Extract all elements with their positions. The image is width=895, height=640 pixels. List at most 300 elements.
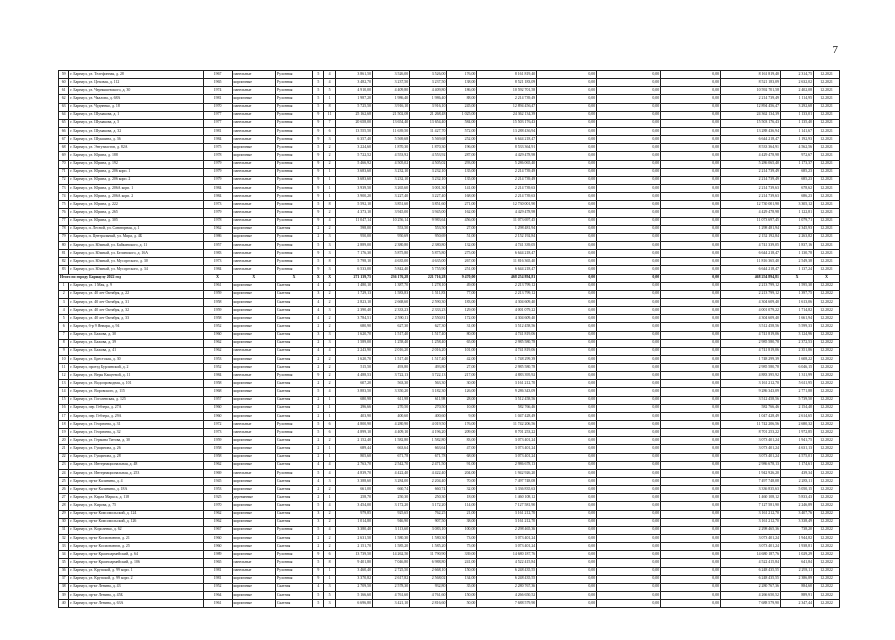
table-cell: 0,00: [597, 526, 661, 534]
table-cell: 0,00: [661, 355, 721, 363]
table-cell: Скатная: [275, 543, 312, 551]
table-cell: 12.2021: [814, 266, 840, 274]
table-cell: 2 725,50: [373, 567, 410, 575]
table-cell: 3 073 401,24: [477, 445, 537, 453]
table-cell: 80,00: [447, 331, 477, 339]
table-cell: 1 661,94: [781, 315, 814, 323]
table-row: [59, 176, 840, 184]
table-cell: 0,00: [597, 282, 661, 290]
table-cell: 0,00: [597, 103, 661, 111]
table-cell: 0,00: [597, 461, 661, 469]
table-cell: 0,00: [661, 274, 721, 282]
table-cell: 0,00: [537, 103, 597, 111]
table-cell: г. Барнаул, пр-кт Космонавтов, д. 21: [69, 535, 203, 543]
table-cell: 884,60: [781, 583, 814, 591]
table-cell: Рулонная: [275, 103, 312, 111]
table-cell: 12.2021: [814, 144, 840, 152]
table-cell: 4 304 609,40: [477, 298, 537, 306]
table-cell: 1960: [203, 331, 232, 339]
table-cell: 0,00: [537, 600, 597, 608]
table-cell: 5 286 065,40: [721, 160, 781, 168]
table-cell: 950,69: [373, 233, 410, 241]
table-cell: 2: [324, 510, 335, 518]
table-row: [59, 209, 840, 217]
table-cell: 129,00: [447, 307, 477, 315]
table-cell: 468 254 894,81: [721, 274, 781, 282]
table-cell: 3 073 401,24: [477, 535, 537, 543]
table-cell: Рулонная: [275, 184, 312, 192]
table-cell: 2: [313, 339, 324, 347]
table-cell: г. Барнаул, ул. Георгиева, д. 31: [69, 421, 203, 429]
table-cell: 0,00: [537, 388, 597, 396]
table-cell: 468 254 894,81: [477, 274, 537, 282]
total-row: [59, 274, 840, 282]
table-cell: 5: [324, 592, 335, 600]
table-cell: 1: [324, 575, 335, 583]
table-cell: 2 542,70: [373, 461, 410, 469]
table-cell: г. Барнаул, п. Лесной, ул. Санаторная, д. 1: [69, 225, 203, 233]
table-cell: 738,20: [781, 526, 814, 534]
table-cell: 598,00: [335, 225, 372, 233]
table-cell: 1961: [203, 282, 232, 290]
table-cell: 2 631,50: [335, 535, 372, 543]
table-cell: кирпичные: [232, 412, 275, 420]
table-cell: 3 161 212,70: [721, 518, 781, 526]
table-cell: 71: [59, 168, 69, 176]
table-cell: 8 701 253,22: [721, 429, 781, 437]
table-cell: 12 730 001,90: [477, 201, 537, 209]
table-cell: 176,00: [447, 71, 477, 79]
table-cell: 63: [59, 103, 69, 111]
table-cell: 293,00: [447, 160, 477, 168]
table-cell: 4 761,60: [373, 592, 410, 600]
table-cell: 515,50: [335, 364, 372, 372]
table-cell: 81: [59, 250, 69, 258]
table-cell: 1 298 481,94: [721, 225, 781, 233]
table-cell: 28,00: [447, 396, 477, 404]
table-cell: 1978: [203, 152, 232, 160]
table-cell: г. Барнаул, ул. Чернышевского, д. 30: [69, 87, 203, 95]
table-cell: 12.2021: [814, 152, 840, 160]
table-cell: 2 280 767,36: [721, 583, 781, 591]
table-row: [59, 152, 840, 160]
table-cell: 11 742 206,56: [721, 421, 781, 429]
table-cell: Рулонная: [275, 559, 312, 567]
table-cell: 3 421,10: [373, 600, 410, 608]
table-cell: 3 224,60: [335, 144, 372, 152]
table-cell: Рулонная: [275, 258, 312, 266]
table-cell: г. Барнаул, ул. Водопроводная, д. 101: [69, 380, 203, 388]
table-cell: 3 124,96: [781, 331, 814, 339]
table-cell: 2 214 739,63: [721, 193, 781, 201]
table-cell: 20 658,00: [335, 119, 372, 127]
table-cell: 51,00: [447, 233, 477, 241]
table-cell: 39: [59, 592, 69, 600]
table-cell: 135,00: [447, 168, 477, 176]
table-cell: 2: [324, 535, 335, 543]
table-cell: 4: [324, 347, 335, 355]
table-cell: 0,00: [661, 526, 721, 534]
table-cell: панельные: [232, 372, 275, 380]
table-cell: X: [313, 274, 324, 282]
table-cell: 3: [324, 307, 335, 315]
table-cell: 4: [313, 298, 324, 306]
table-cell: Скатная: [275, 412, 312, 420]
table-cell: 12.2021: [814, 160, 840, 168]
table-cell: 0,00: [597, 241, 661, 249]
table-cell: 1970: [203, 103, 232, 111]
table-cell: 0,00: [661, 404, 721, 412]
table-cell: Скатная: [275, 404, 312, 412]
table-cell: 3 784,51: [335, 315, 372, 323]
table-cell: 68,00: [447, 453, 477, 461]
table-cell: 0,00: [537, 535, 597, 543]
table-cell: Скатная: [275, 453, 312, 461]
table-cell: 12.2021: [814, 217, 840, 225]
table-cell: 1978: [203, 217, 232, 225]
table-cell: 1972: [203, 421, 232, 429]
table-cell: 0,00: [597, 323, 661, 331]
table-cell: Скатная: [275, 323, 312, 331]
table-cell: Скатная: [275, 331, 312, 339]
table-cell: 0,00: [661, 201, 721, 209]
table-cell: 12.2022: [814, 372, 840, 380]
table-cell: г. Барнаул, р.п. Южный, ул. Мусоргского, д. 34: [69, 266, 203, 274]
table-cell: 572,00: [447, 127, 477, 135]
table-cell: 1: [324, 193, 335, 201]
table-cell: 37: [59, 575, 69, 583]
table-cell: 11 742 206,56: [477, 421, 537, 429]
table-body: [59, 71, 840, 608]
table-cell: г. Барнаул, ул. Веры Кащеевой, д. 11: [69, 372, 203, 380]
table-cell: 0,00: [661, 510, 721, 518]
table-cell: 339,00: [447, 551, 477, 559]
table-cell: 126,00: [447, 388, 477, 396]
table-cell: кирпичные: [232, 535, 275, 543]
table-cell: панельные: [232, 176, 275, 184]
table-cell: 12.2022: [814, 421, 840, 429]
table-cell: 0,00: [537, 315, 597, 323]
table-cell: 9 401,80: [335, 559, 372, 567]
table-cell: кирпичные: [232, 144, 275, 152]
table-cell: 2 204,40: [410, 478, 447, 486]
table-cell: 11 073 697,45: [477, 217, 537, 225]
table-cell: 17: [59, 412, 69, 420]
table-cell: кирпичные: [232, 461, 275, 469]
table-cell: 2 380,80: [373, 241, 410, 249]
table-cell: 3 861,50: [335, 71, 372, 79]
table-cell: г. Барнаул, ул. Брестская, д. 30: [69, 355, 203, 363]
table-cell: 3 161 212,70: [721, 510, 781, 518]
table-cell: 3 284,00: [373, 478, 410, 486]
table-cell: 60: [59, 79, 69, 87]
table-cell: 2: [324, 486, 335, 494]
table-cell: 4 429 478,98: [721, 209, 781, 217]
table-cell: 4 883 395,92: [477, 372, 537, 380]
table-cell: 9: [313, 567, 324, 575]
table-cell: 6: [324, 551, 335, 559]
table-cell: 5: [313, 201, 324, 209]
table-cell: 287,00: [447, 152, 477, 160]
table-cell: 9: [313, 193, 324, 201]
table-cell: деревянные: [232, 494, 275, 502]
table-cell: 12 894 456,47: [477, 103, 537, 111]
table-cell: 12.2022: [814, 445, 840, 453]
table-cell: 0,00: [661, 323, 721, 331]
table-cell: 2: [313, 233, 324, 241]
table-cell: 2 985 580,78: [721, 339, 781, 347]
table-cell: кирпичные: [232, 388, 275, 396]
table-cell: 5 592,10: [335, 201, 372, 209]
table-cell: 3 161 212,70: [477, 510, 537, 518]
table-cell: 2 590,30: [410, 298, 447, 306]
table-cell: 24: [59, 469, 69, 477]
table-cell: 0,00: [537, 478, 597, 486]
table-cell: кирпичные: [232, 486, 275, 494]
table-cell: 0,00: [597, 307, 661, 315]
table-cell: кирпичные: [232, 551, 275, 559]
table-cell: 0,00: [537, 396, 597, 404]
table-cell: г. Барнаул, ул. Юрина, д. 192: [69, 160, 203, 168]
table-cell: 1 460 108,12: [477, 494, 537, 502]
table-cell: 250,30: [373, 494, 410, 502]
table-row: [59, 412, 840, 420]
table-cell: 2 816,60: [410, 600, 447, 608]
table-cell: 2 214 739,49: [477, 95, 537, 103]
table-cell: 0,00: [597, 396, 661, 404]
table-cell: 138,00: [447, 79, 477, 87]
table-cell: 5: [313, 592, 324, 600]
table-row: [59, 217, 840, 225]
table-cell: 0,00: [661, 258, 721, 266]
table-cell: кирпичные: [232, 95, 275, 103]
table-cell: Скатная: [275, 502, 312, 510]
table-cell: 4 741 819,06: [721, 331, 781, 339]
table-cell: 12.2022: [814, 502, 840, 510]
table-row: [59, 461, 840, 469]
table-cell: 1 298 481,94: [477, 225, 537, 233]
table-cell: 27: [59, 494, 69, 502]
table-cell: 2 680,32: [781, 421, 814, 429]
table-cell: 1 620,70: [335, 355, 372, 363]
table-cell: 0,00: [661, 95, 721, 103]
table-cell: 0,00: [537, 290, 597, 298]
table-cell: 1 580,30: [410, 535, 447, 543]
table-cell: 19: [59, 429, 69, 437]
table-cell: 21: [59, 445, 69, 453]
table-cell: 270,50: [410, 404, 447, 412]
table-cell: 12.2021: [814, 250, 840, 258]
table-cell: г. Барнаул, ул. Короленко, д. 62: [69, 526, 203, 534]
table-cell: 1989: [203, 551, 232, 559]
table-cell: г. Барнаул, р.п. Южный, ул. Белинского, д. 16А: [69, 250, 203, 258]
table-cell: 4 741 819,06: [477, 347, 537, 355]
table-cell: г. Барнаул, ул. Юрина, д. 206 корп. 2: [69, 176, 203, 184]
table-cell: 12.2021: [814, 225, 840, 233]
table-cell: 251,00: [447, 266, 477, 274]
table-cell: 0,00: [597, 502, 661, 510]
table-cell: 0,00: [597, 412, 661, 420]
table-cell: 3 227,40: [373, 193, 410, 201]
table-cell: 204,00: [447, 469, 477, 477]
table-cell: г. Барнаул, ул. Бажова, д. 30: [69, 331, 203, 339]
table-cell: 0,00: [537, 225, 597, 233]
table-cell: 2: [324, 282, 335, 290]
table-cell: 3: [313, 518, 324, 526]
table-cell: г. Барнаул, ул. Цеховая, д. 112: [69, 79, 203, 87]
table-cell: 9: [313, 575, 324, 583]
table-cell: 0,00: [661, 396, 721, 404]
table-cell: 15: [59, 396, 69, 404]
table-cell: 3: [324, 331, 335, 339]
table-cell: 0,00: [537, 339, 597, 347]
table-cell: 5 286 065,40: [477, 160, 537, 168]
table-cell: г. Барнаул, пр-кт Комсомольский, д. 126: [69, 518, 203, 526]
table-cell: 0,00: [597, 217, 661, 225]
table-row: [59, 364, 840, 372]
table-cell: 2 214 739,49: [721, 95, 781, 103]
table-cell: 1975: [203, 144, 232, 152]
table-cell: 0,00: [597, 494, 661, 502]
table-cell: 12.2022: [814, 355, 840, 363]
table-cell: 12.2022: [814, 469, 840, 477]
table-cell: 0,00: [661, 453, 721, 461]
table-cell: 9: [313, 160, 324, 168]
table-cell: кирпичные: [232, 79, 275, 87]
table-cell: 2 246,89: [781, 502, 814, 510]
table-cell: 0,00: [661, 372, 721, 380]
table-cell: Скатная: [275, 282, 312, 290]
table-cell: Скатная: [275, 347, 312, 355]
table-cell: 5 875,80: [373, 250, 410, 258]
table-cell: 4 280,90: [373, 421, 410, 429]
table-cell: Рулонная: [275, 193, 312, 201]
table-cell: 6 357,40: [335, 136, 372, 144]
table-cell: 0,00: [537, 307, 597, 315]
table-cell: 2: [313, 445, 324, 453]
table-cell: 150,00: [447, 592, 477, 600]
table-cell: г. Барнаул, ул. Юрина, д. 206 корп. 1: [69, 168, 203, 176]
table-cell: кирпичные: [232, 152, 275, 160]
table-row: [59, 241, 840, 249]
table-row: [59, 184, 840, 192]
table-cell: 1 114,95: [781, 95, 814, 103]
table-cell: 13 654,40: [373, 119, 410, 127]
table-cell: 12.2022: [814, 510, 840, 518]
table-cell: 4 505,02: [410, 160, 447, 168]
table-cell: 2: [324, 209, 335, 217]
table-cell: 252,00: [447, 136, 477, 144]
table-cell: Рулонная: [275, 567, 312, 575]
table-cell: 1 729,13: [335, 290, 372, 298]
table-cell: 12.2022: [814, 583, 840, 591]
table-cell: 4 839,70: [335, 469, 372, 477]
table-row: [59, 437, 840, 445]
table-cell: 2 283,11: [781, 478, 814, 486]
table-cell: 9 286 343,09: [477, 388, 537, 396]
table-cell: 3: [313, 510, 324, 518]
table-cell: 13: [59, 380, 69, 388]
table-cell: г. Барнаул, ул. Бажова, д. 39: [69, 339, 203, 347]
table-row: [59, 388, 840, 396]
table-cell: 0,00: [597, 583, 661, 591]
table-cell: 6 046,15: [781, 364, 814, 372]
table-cell: 6 644 218,47: [477, 266, 537, 274]
table-cell: 12.2021: [814, 233, 840, 241]
table-cell: 0,00: [597, 543, 661, 551]
table-cell: г. Барнаул, ул. Шумакова, д. 32: [69, 127, 203, 135]
table-cell: 5: [313, 421, 324, 429]
table-cell: 2: [324, 543, 335, 551]
table-cell: 1 133,01: [781, 111, 814, 119]
table-cell: 9: [313, 217, 324, 225]
table-cell: 12.2022: [814, 567, 840, 575]
table-row: [59, 307, 840, 315]
table-cell: 0,00: [597, 136, 661, 144]
table-cell: 5 755,90: [410, 266, 447, 274]
table-cell: кирпичные: [232, 404, 275, 412]
table-cell: Скатная: [275, 355, 312, 363]
table-cell: 12.2021: [814, 79, 840, 87]
table-cell: 907,50: [410, 518, 447, 526]
table-cell: Рулонная: [275, 209, 312, 217]
table-cell: 100,00: [447, 526, 477, 534]
table-cell: 9: [313, 136, 324, 144]
table-cell: 2 763,70: [335, 461, 372, 469]
table-cell: 13 555,50: [335, 127, 372, 135]
table-cell: 2 578,30: [373, 583, 410, 591]
table-cell: 1 025,00: [447, 111, 477, 119]
table-cell: Скатная: [275, 315, 312, 323]
table-row: [59, 551, 840, 559]
table-row: [59, 119, 840, 127]
table-cell: Скатная: [275, 290, 312, 298]
table-cell: 4: [324, 79, 335, 87]
table-cell: 2: [324, 372, 335, 380]
table-cell: 4 553,92: [373, 152, 410, 160]
table-cell: 67: [59, 136, 69, 144]
table-row: [59, 494, 840, 502]
table-cell: 5: [324, 87, 335, 95]
table-cell: кирпичные: [232, 592, 275, 600]
table-cell: 1952: [203, 323, 232, 331]
table-row: [59, 404, 840, 412]
table-cell: 2: [324, 160, 335, 168]
table-cell: 950,00: [335, 233, 372, 241]
table-cell: 0,00: [661, 176, 721, 184]
table-cell: 582 766,46: [477, 404, 537, 412]
table-cell: 2 632,02: [781, 79, 814, 87]
table-cell: 0,00: [597, 225, 661, 233]
table-cell: 9,00: [447, 412, 477, 420]
table-cell: 12.2022: [814, 600, 840, 608]
table-cell: 7: [324, 119, 335, 127]
table-cell: 61: [59, 87, 69, 95]
table-cell: 0,00: [537, 453, 597, 461]
table-cell: 8: [59, 339, 69, 347]
table-cell: 13 739,50: [335, 551, 372, 559]
table-cell: 0,00: [537, 152, 597, 160]
table-cell: 0,00: [597, 87, 661, 95]
table-cell: 4 429 478,98: [477, 209, 537, 217]
table-cell: 3 172,20: [410, 502, 447, 510]
table-row: [59, 168, 840, 176]
table-cell: кирпичные: [232, 543, 275, 551]
table-cell: 172,00: [447, 315, 477, 323]
table-row: [59, 445, 840, 453]
table-cell: 0,00: [661, 290, 721, 298]
table-cell: 1953: [203, 355, 232, 363]
